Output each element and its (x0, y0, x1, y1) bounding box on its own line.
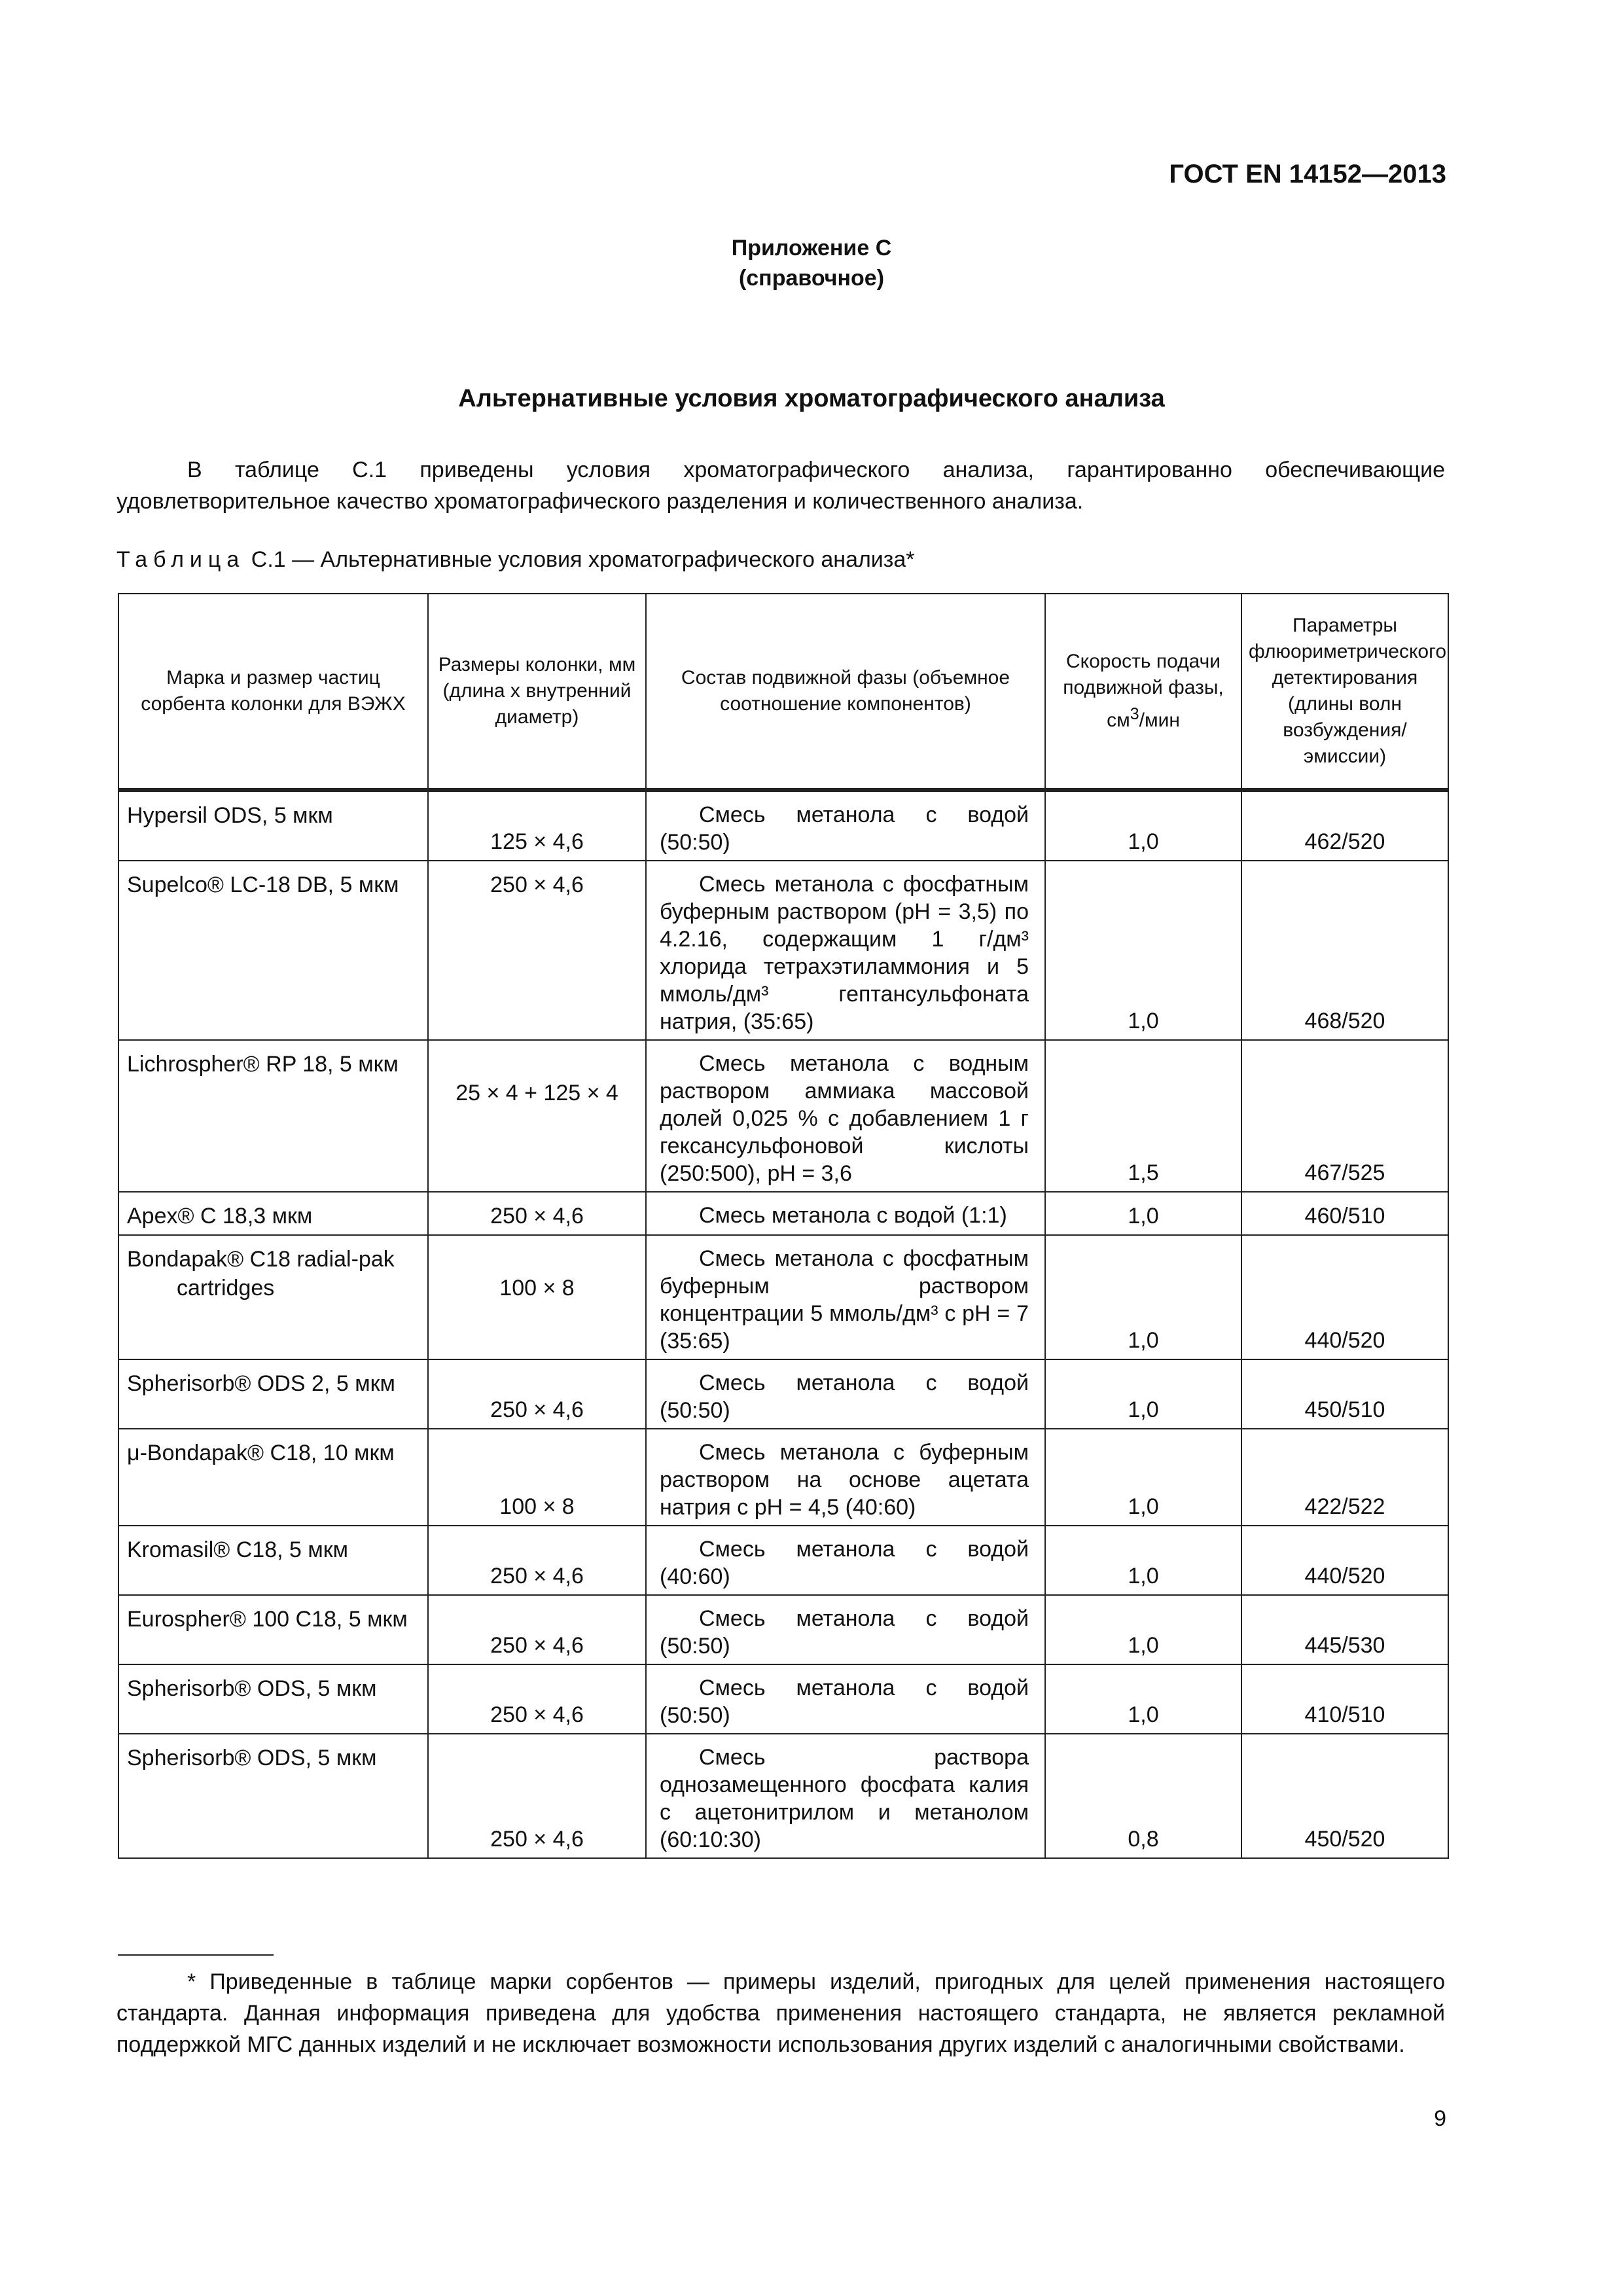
cell-brand (118, 790, 428, 861)
brand-text: μ-Bondapak® C18, 10 мкм (127, 1441, 395, 1465)
table-row (118, 861, 1448, 1040)
footnote-divider (118, 1954, 274, 1956)
cell-fluo: 460/510 (1241, 1192, 1448, 1235)
cell-fluo: 467/525 (1241, 1040, 1448, 1192)
cell-fluo: 440/520 (1241, 1526, 1448, 1595)
cell-brand (118, 861, 428, 1040)
cell-dimensions: 250 × 4,6 (428, 1664, 646, 1734)
header-brand: Марка и размер частиц сорбента колонки для ВЭЖХ (118, 594, 428, 790)
header-flow-prefix: Скорость подачи подвижной фазы, см (1063, 651, 1224, 731)
header-phase: Состав подвижной фазы (объемное соотношение компонентов) (646, 594, 1045, 790)
brand-text: Spherisorb® ODS, 5 мкм (127, 1676, 377, 1701)
cell-phase: Смесь метанола с водой (1:1) (646, 1192, 1045, 1235)
table-row (118, 1664, 1448, 1734)
cell-dimensions: 125 × 4,6 (428, 790, 646, 861)
cell-fluo: 440/520 (1241, 1235, 1448, 1359)
table-row (118, 1595, 1448, 1664)
brand-text: Spherisorb® ODS, 5 мкм (127, 1746, 377, 1770)
cell-dimensions: 250 × 4,6 (428, 1526, 646, 1595)
cell-fluo: 410/510 (1241, 1664, 1448, 1734)
cell-brand (118, 1235, 428, 1359)
table-row (118, 1734, 1448, 1858)
cell-fluo: 468/520 (1241, 861, 1448, 1040)
cell-fluo: 450/510 (1241, 1359, 1448, 1429)
cell-dimensions: 100 × 8 (428, 1235, 646, 1359)
cell-phase: Смесь метанола с фосфатным буферным раствором концентрации 5 ммоль/дм³ с рН = 7 (35:65) (646, 1235, 1045, 1359)
page-number: 9 (1434, 2106, 1446, 2131)
cell-phase: Смесь метанола с фосфатным буферным раствором (рН = 3,5) по 4.2.16, содержащим 1 г/дм³ хлорида тетрахэтиламмония и 5 ммоль/дм³ гептансульфоната натрия, (35:65) (646, 861, 1045, 1040)
cell-phase: Смесь раствора однозамещенного фосфата калия с ацетонитрилом и метанолом (60:10:30) (646, 1734, 1045, 1858)
cell-flow: 1,5 (1045, 1040, 1241, 1192)
cell-dimensions: 250 × 4,6 (428, 1192, 646, 1235)
table-caption-label: Таблица (116, 547, 245, 572)
cell-brand (118, 1359, 428, 1429)
cell-dimensions: 250 × 4,6 (428, 1595, 646, 1664)
brand-text: Bondapak® C18 radial-pak cartridges (127, 1247, 395, 1300)
cell-phase: Смесь метанола с водой (50:50) (646, 1595, 1045, 1664)
cell-brand (118, 1040, 428, 1192)
cell-flow: 1,0 (1045, 1359, 1241, 1429)
cell-flow: 1,0 (1045, 790, 1241, 861)
cell-dimensions: 250 × 4,6 (428, 1734, 646, 1858)
table-row (118, 1526, 1448, 1595)
table-row (118, 1359, 1448, 1429)
cell-flow: 1,0 (1045, 1235, 1241, 1359)
cell-brand (118, 1595, 428, 1664)
header-dimensions: Размеры колонки, мм (длина х внутренний диаметр) (428, 594, 646, 790)
cell-phase: Смесь метанола с водой (40:60) (646, 1526, 1045, 1595)
cell-phase: Смесь метанола с буферным раствором на основе ацетата натрия с рН = 4,5 (40:60) (646, 1429, 1045, 1526)
cell-phase: Смесь метанола с водным раствором аммиака массовой долей 0,025 % с добавлением 1 г гексансульфоновой кислоты (250:500), рН = 3,6 (646, 1040, 1045, 1192)
cell-flow: 1,0 (1045, 1595, 1241, 1664)
brand-text: Supelco® LC-18 DB, 5 мкм (127, 872, 399, 897)
table-row (118, 1040, 1448, 1192)
cell-phase: Смесь метанола с водой (50:50) (646, 790, 1045, 861)
cell-fluo: 462/520 (1241, 790, 1448, 861)
cell-brand (118, 1429, 428, 1526)
brand-text: Eurospher® 100 C18, 5 мкм (127, 1607, 408, 1632)
standard-code: ГОСТ EN 14152—2013 (1169, 160, 1446, 188)
annex-title: Приложение С (731, 236, 892, 260)
cell-dimensions: 100 × 8 (428, 1429, 646, 1526)
cell-flow: 1,0 (1045, 1664, 1241, 1734)
footnote: * Приведенные в таблице марки сорбентов — примеры изделий, пригодных для целей применения настоящего стандарта. Данная информация приведена для удобства применения настоящего стандарта, не является рекламной поддержкой МГС данных изделий и не исключает возможности использования других изделий с аналогичными свойствами. (116, 1969, 1445, 2057)
cell-brand (118, 1734, 428, 1858)
table-row (118, 1429, 1448, 1526)
table-header-row (118, 594, 1448, 790)
cell-flow: 1,0 (1045, 1429, 1241, 1526)
cell-brand (118, 1192, 428, 1235)
cell-fluo: 450/520 (1241, 1734, 1448, 1858)
cell-brand (118, 1664, 428, 1734)
header-fluo: Параметры флюориметрического детектирования (длины волн возбуждения/эмиссии) (1241, 594, 1448, 790)
brand-text: Spherisorb® ODS 2, 5 мкм (127, 1371, 395, 1396)
cell-flow: 1,0 (1045, 1192, 1241, 1235)
header-flow-suffix: /мин (1139, 709, 1180, 731)
cell-dimensions: 250 × 4,6 (428, 861, 646, 1040)
brand-text: Kromasil® C18, 5 мкм (127, 1537, 348, 1562)
brand-text: Apex® C 18,3 мкм (127, 1204, 313, 1229)
cell-phase: Смесь метанола с водой (50:50) (646, 1664, 1045, 1734)
annex-subtitle: (справочное) (738, 266, 885, 291)
annex-heading (0, 233, 1623, 293)
table-caption-text: С.1 — Альтернативные условия хроматографического анализа* (245, 547, 915, 572)
cell-brand (118, 1526, 428, 1595)
table-caption (116, 547, 915, 573)
brand-text: Lichrospher® RP 18, 5 мкм (127, 1052, 399, 1077)
table-row (118, 1192, 1448, 1235)
cell-dimensions: 25 × 4 + 125 × 4 (428, 1040, 646, 1192)
table-row (118, 1235, 1448, 1359)
conditions-table (118, 593, 1449, 1859)
cell-dimensions: 250 × 4,6 (428, 1359, 646, 1429)
table-row (118, 790, 1448, 861)
cell-flow: 0,8 (1045, 1734, 1241, 1858)
brand-text: Hypersil ODS, 5 мкм (127, 803, 333, 828)
cell-flow: 1,0 (1045, 861, 1241, 1040)
section-title: Альтернативные условия хроматографического анализа (458, 385, 1165, 412)
header-flow (1045, 594, 1241, 790)
cell-fluo: 445/530 (1241, 1595, 1448, 1664)
header-flow-sup: 3 (1130, 705, 1139, 723)
cell-fluo: 422/522 (1241, 1429, 1448, 1526)
cell-flow: 1,0 (1045, 1526, 1241, 1595)
cell-phase: Смесь метанола с водой (50:50) (646, 1359, 1045, 1429)
intro-paragraph: В таблице С.1 приведены условия хроматографического анализа, гарантированно обеспечивающие удовлетворительное качество хроматографического разделения и количественного анализа. (116, 457, 1445, 514)
